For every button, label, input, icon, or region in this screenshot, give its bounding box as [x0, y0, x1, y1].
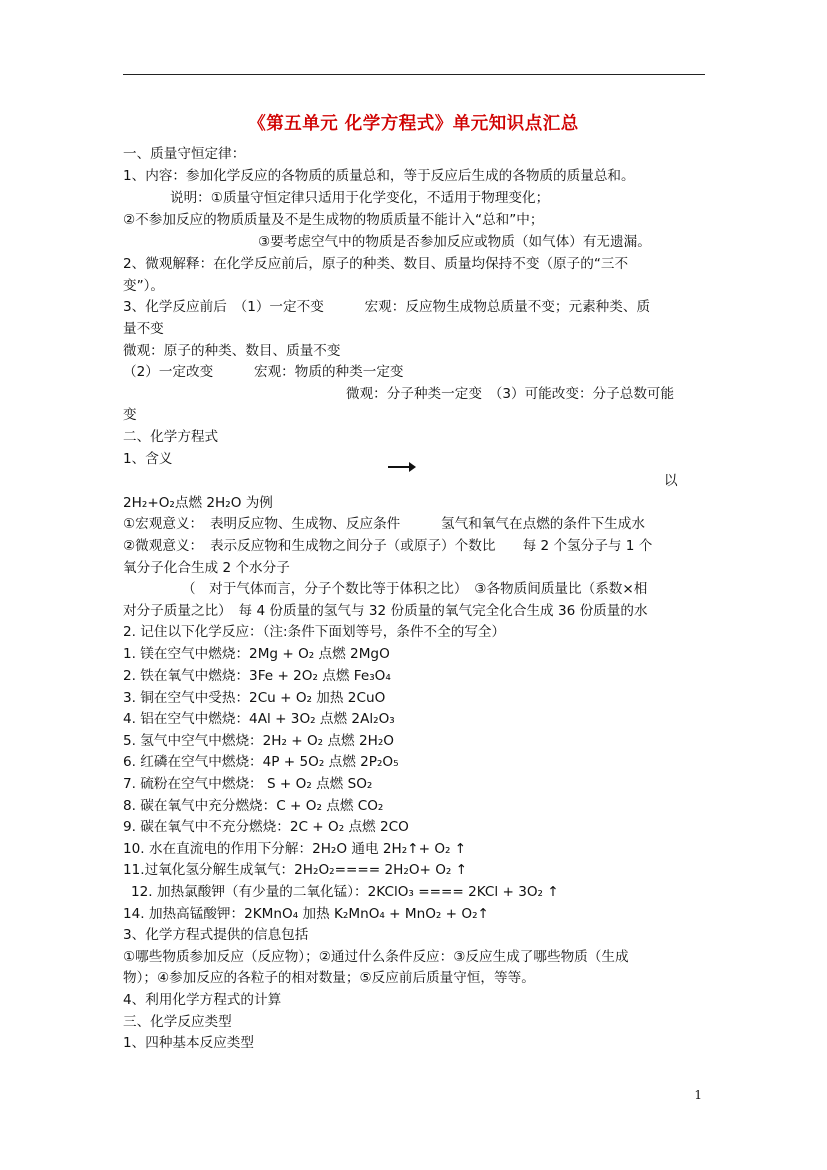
reaction-line: 9. 碳在氧气中不充分燃烧：2C + O₂ 点燃 2CO [123, 819, 409, 835]
reaction-line: 7. 硫粉在空气中燃烧： S + O₂ 点燃 SO₂ [123, 776, 373, 792]
text-line: 量不变 [123, 321, 164, 337]
text-line: 2H₂+O₂点燃 2H₂O 为例 [123, 495, 273, 511]
header-rule [123, 74, 705, 75]
reaction-line: 14. 加热高锰酸钾：2KMnO₄ 加热 K₂MnO₄ + MnO₂ + O₂↑ [123, 906, 489, 922]
text-line: ①哪些物质参加反应（反应物）；②通过什么条件反应：③反应生成了哪些物质（生成 [123, 949, 629, 965]
text-line: 对分子质量之比） 每 4 份质量的氢气与 32 份质量的氧气完全化合生成 36 份质量的水 [123, 603, 648, 619]
text-line: ②微观意义： 表示反应物和生成物之间分子（或原子）个数比 每 2 个氢分子与 1 个 [123, 538, 653, 554]
reaction-line: 8. 碳在氧气中充分燃烧：C + O₂ 点燃 CO₂ [123, 798, 384, 814]
text-line: 变”）。 [123, 278, 165, 294]
text-line: 微观：分子种类一定变 （3）可能改变：分子总数可能 [346, 386, 675, 402]
text-line: 变 [123, 407, 137, 423]
text-line: 物）；④参加反应的各粒子的相对数量；⑤反应前后质量守恒，等等。 [123, 970, 535, 986]
text-line: ②不参加反应的物质质量及不是生成物的物质质量不能计入“总和”中； [123, 212, 544, 228]
reaction-line: 10. 水在直流电的作用下分解：2H₂O 通电 2H₂↑+ O₂ ↑ [123, 841, 467, 857]
reaction-line: 12. 加热氯酸钾（有少量的二氧化锰）：2KClO₃ ==== 2KCl + 3O₂ ↑ [131, 884, 559, 900]
page-title: 《第五单元 化学方程式》单元知识点汇总 [248, 114, 579, 134]
reaction-line: 4. 铝在空气中燃烧：4Al + 3O₂ 点燃 2Al₂O₃ [123, 711, 395, 727]
reaction-line: 11.过氧化氢分解生成氧气：2H₂O₂==== 2H₂O+ O₂ ↑ [123, 862, 468, 878]
section-heading: 一、质量守恒定律： [123, 146, 246, 162]
text-line: 3、化学方程式提供的信息包括 [123, 927, 309, 943]
reaction-line: 3. 铜在空气中受热：2Cu + O₂ 加热 2CuO [123, 690, 386, 706]
text-line: 氧分子化合生成 2 个水分子 [123, 560, 290, 576]
text-line: 说明：①质量守恒定律只适用于化学变化，不适用于物理变化； [170, 190, 550, 206]
text-line: 1、含义 [123, 451, 173, 467]
text-line: 2. 记住以下化学反应：（注:条件下面划等号，条件不全的写全） [123, 624, 506, 640]
text-line: 1、四种基本反应类型 [123, 1035, 254, 1051]
page-number: 1 [694, 1088, 702, 1102]
reaction-line: 1. 镁在空气中燃烧：2Mg + O₂ 点燃 2MgO [123, 646, 390, 662]
reaction-line: 2. 铁在氧气中燃烧：3Fe + 2O₂ 点燃 Fe₃O₄ [123, 668, 391, 684]
reaction-line: 6. 红磷在空气中燃烧：4P + 5O₂ 点燃 2P₂O₅ [123, 754, 399, 770]
section-heading: 二、化学方程式 [123, 429, 219, 445]
text-line: 微观：原子的种类、数目、质量不变 [123, 343, 341, 359]
text-line: ①宏观意义： 表明反应物、生成物、反应条件 氢气和氧气在点燃的条件下生成水 [123, 516, 645, 532]
arrow-icon [388, 466, 414, 468]
section-heading: 三、化学反应类型 [123, 1014, 232, 1030]
text-line: （ 对于气体而言，分子个数比等于体积之比） ③各物质间质量比（系数×相 [182, 581, 648, 597]
text-line: 2、微观解释：在化学反应前后，原子的种类、数目、质量均保持不变（原子的“三不 [123, 256, 629, 272]
text-line: 3、化学反应前后 （1）一定不变 宏观：反应物生成物总质量不变；元素种类、质 [123, 299, 651, 315]
text-line: ③要考虑空气中的物质是否参加反应或物质（如气体）有无遗漏。 [258, 234, 651, 250]
text-line: （2）一定改变 宏观：物质的种类一定变 [123, 364, 404, 380]
text-line: 4、利用化学方程式的计算 [123, 992, 282, 1008]
text-line: 1、内容：参加化学反应的各物质的质量总和，等于反应后生成的各物质的质量总和。 [123, 168, 635, 184]
reaction-line: 5. 氢气中空气中燃烧：2H₂ + O₂ 点燃 2H₂O [123, 733, 394, 749]
text-line: 以 [664, 473, 678, 489]
